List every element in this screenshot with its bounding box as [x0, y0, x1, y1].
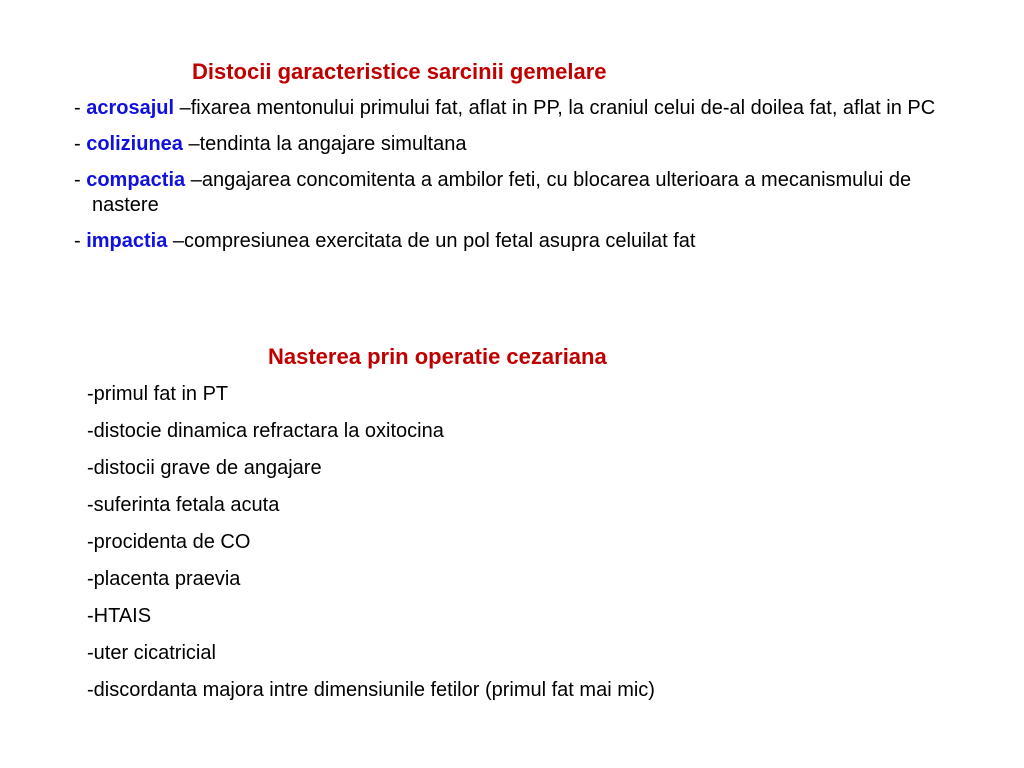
list-item: -uter cicatricial	[87, 642, 216, 664]
term-impactia: impactia	[86, 230, 168, 252]
definition-text: –angajarea concomitenta a ambilor feti, cu blocarea ulterioara a mecanismului de nastere	[92, 169, 912, 216]
term-compactia: compactia	[86, 169, 186, 191]
section-title-cezariana: Nasterea prin operatie cezariana	[268, 344, 607, 369]
bullet-dash: -	[74, 169, 87, 191]
list-item: -suferinta fetala acuta	[87, 494, 280, 516]
bullet-dash: -	[74, 97, 87, 119]
definition-item	[64, 229, 964, 254]
indications-list	[87, 382, 655, 715]
term-acrosajul: acrosajul	[86, 97, 175, 119]
list-item: -discordanta majora intre dimensiunile fetilor (primul fat mai mic)	[87, 679, 655, 701]
definition-text: –tendinta la angajare simultana	[182, 133, 467, 155]
section-title-distocii: Distocii garacteristice sarcinii gemelare	[192, 59, 607, 84]
list-item: -placenta praevia	[87, 568, 241, 590]
list-item: -procidenta de CO	[87, 531, 251, 553]
definition-item	[64, 168, 964, 218]
list-item: -distocii grave de angajare	[87, 457, 322, 479]
list-item: -primul fat in PT	[87, 383, 229, 405]
definition-item	[64, 96, 964, 121]
definition-text: –fixarea mentonului primului fat, aflat in PP, la craniul celui de-al doilea fat, aflat in PC	[174, 97, 936, 119]
list-item: -distocie dinamica refractara la oxitocina	[87, 420, 444, 442]
definition-text: –compresiunea exercitata de un pol fetal asupra celuilat fat	[167, 230, 696, 252]
bullet-dash: -	[74, 230, 87, 252]
bullet-dash: -	[74, 133, 87, 155]
definition-item	[64, 132, 964, 157]
term-coliziunea: coliziunea	[86, 133, 183, 155]
list-item: -HTAIS	[87, 605, 152, 627]
definitions-list	[64, 96, 964, 265]
